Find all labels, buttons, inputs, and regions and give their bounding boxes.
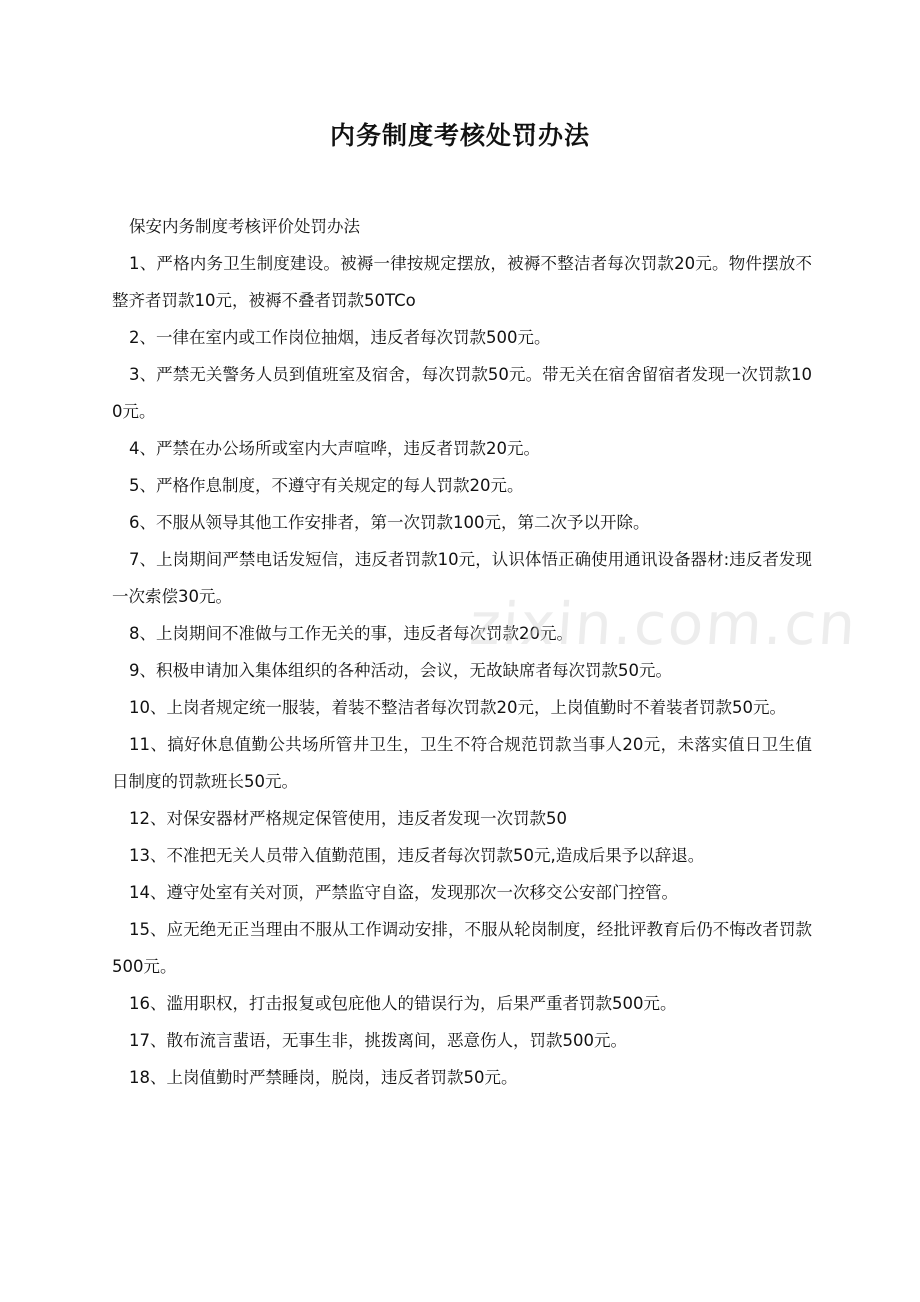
paragraph-rule-18: 18、上岗值勤时严禁睡岗，脱岗，违反者罚款50元。 [129,1068,518,1087]
paragraph-rule-2: 2、一律在室内或工作岗位抽烟，违反者每次罚款500元。 [129,328,551,347]
paragraph-rule-16: 16、滥用职权，打击报复或包庇他人的错误行为，后果严重者罚款500元。 [129,994,677,1013]
paragraph-rule-8: 8、上岗期间不准做与工作无关的事，违反者每次罚款20元。 [129,624,573,643]
paragraph-rule-15: 15、应无绝无正当理由不服从工作调动安排，不服从轮岗制度，经批评教育后仍不悔改者罚款500元。 [112,920,812,976]
paragraph-rule-5: 5、严格作息制度，不遵守有关规定的每人罚款20元。 [129,476,524,495]
paragraph-rule-4: 4、严禁在办公场所或室内大声喧哗，违反者罚款20元。 [129,439,540,458]
document-title: 内务制度考核处罚办法 [329,121,590,150]
paragraph-rule-12: 12、对保安器材严格规定保管使用，违反者发现一次罚款50 [129,809,567,828]
paragraph-intro: 保安内务制度考核评价处罚办法 [129,217,360,236]
paragraph-rule-10: 10、上岗者规定统一服装，着装不整洁者每次罚款20元，上岗值勤时不着装者罚款50元。 [129,698,786,717]
paragraph-rule-1: 1、严格内务卫生制度建设。被褥一律按规定摆放，被褥不整洁者每次罚款20元。物件摆放不整齐者罚款10元，被褥不叠者罚款50TCo [112,254,812,310]
paragraph-rule-3: 3、严禁无关警务人员到值班室及宿舍，每次罚款50元。带无关在宿舍留宿者发现一次罚款100元。 [112,365,812,421]
paragraph-rule-14: 14、遵守处室有关对顶，严禁监守自盗，发现那次一次移交公安部门控管。 [129,883,678,902]
paragraph-rule-9: 9、积极申请加入集体组织的各种活动，会议，无故缺席者每次罚款50元。 [129,661,672,680]
paragraph-rule-6: 6、不服从领导其他工作安排者，第一次罚款100元，第二次予以开除。 [129,513,650,532]
document-body [112,208,812,1096]
watermark-text: zixin.com.cn [467,590,860,658]
paragraph-rule-17: 17、散布流言蜚语，无事生非，挑拨离间，恶意伤人，罚款500元。 [129,1031,627,1050]
paragraph-rule-7: 7、上岗期间严禁电话发短信，违反者罚款10元，认识体悟正确使用通讯设备器材:违反者发现一次索偿30元。 [112,550,812,606]
paragraph-rule-11: 11、搞好休息值勤公共场所管井卫生，卫生不符合规范罚款当事人20元，未落实值日卫生值日制度的罚款班长50元。 [112,735,812,791]
paragraph-rule-13: 13、不准把无关人员带入值勤范围，违反者每次罚款50元,造成后果予以辞退。 [129,846,705,865]
